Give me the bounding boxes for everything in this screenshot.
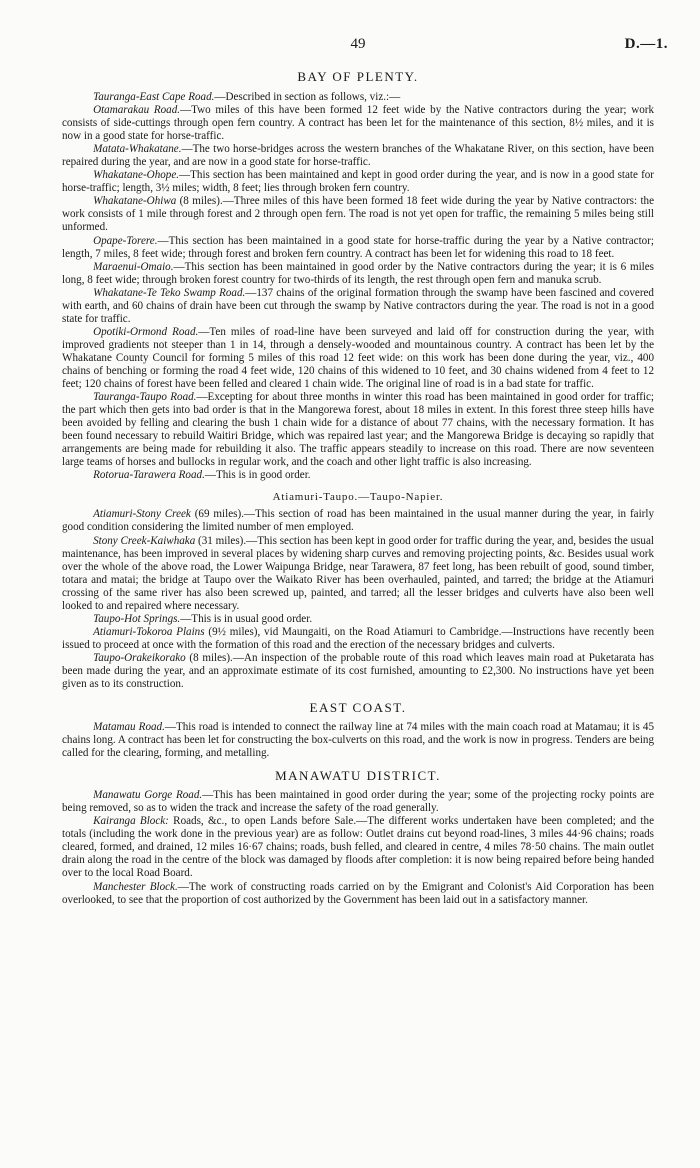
paragraph	[62, 626, 654, 652]
paragraph	[62, 326, 654, 391]
paragraph-text: —Described in section as follows, viz.:—	[214, 91, 401, 103]
road-name: Atiamuri-Tokoroa Plains	[93, 625, 205, 638]
road-name: Maraenui-Omaio.	[93, 260, 174, 273]
road-name: Tauranga-Taupo Road.	[93, 391, 197, 404]
document-page	[62, 36, 668, 907]
road-name: Taupo-Hot Springs.	[93, 612, 181, 625]
paragraph-text: (31 miles).—This section has been kept in good order for traffic during the year, and, besides the usual maintenance, has been improved in several places by widening sharp curves and removing projecting points, &c. Besides usual work over the whole of the above road, the Lower Waipunga Bridge, near Tarawera, 87 feet long, has been rebuilt of good, sound timber, totara and matai; the bridge at Taupo over the Waikato River has been overhauled, painted, and tarred; the bridge at the Atiamuri crossing of the same river has also been screwed up, painted, and tarred; all the lesser bridges and culverts have also been well looked to and repaired where necessary.	[62, 534, 654, 612]
paragraph	[62, 261, 654, 287]
paragraph	[62, 721, 654, 760]
paragraph	[62, 235, 654, 261]
paragraph	[62, 652, 654, 691]
paragraph-text: (9½ miles), vid Maungaiti, on the Road Atiamuri to Cambridge.—Instructions have recently been issued to proceed at once with the formation of this road and the erection of the necessary bridges and culverts.	[62, 625, 655, 651]
paragraph-text: —Ten miles of road-line have been surveyed and laid off for construction during the year, with improved gradients not steeper than 1 in 14, through a densely-wooded and mountainous country. A contract has been let by the Whakatane County Council for forming 5 miles of this road 12 feet wide: on this work has been done during the year, viz., 400 chains of benching or forming the road 4 feet wide, 120 chains of this widened to 10 feet, and 30 chains widened from 4 feet to 12 feet; 120 chains of forest have been felled and cleared 1 chain wide. The original line of road is in a bad state for traffic.	[62, 325, 654, 391]
page-number: 49	[350, 36, 366, 52]
paragraph-text: (8 miles).—Three miles of this have been formed 18 feet wide during the year by Native contractors: the work consists of 1 mile through forest and 2 through open fern. The road is not yet open for traffic, the remaining 5 miles being still unformed.	[62, 195, 654, 234]
paragraph-text: —The two horse-bridges across the western branches of the Whakatane River, on this section, have been repaired during the year, and are now in a good state for horse-traffic.	[62, 143, 654, 169]
road-name: Stony Creek-Kaiwhaka	[93, 534, 196, 547]
paragraph-text: Roads, &c., to open Lands before Sale.—The different works undertaken have been completed; and the totals (including the work done in the previous year) are as follow: Outlet drains cut beyond road-lines, 3 miles 44·96 chains; roads cleared, formed, and drained, 12 miles 16·67 chains; roads, bush felled, and cleared in centre, 4 miles 78·50 chains. The main outlet drain along the road in the centre of the block was damaged by floods after completion: it is now being repaired before being handed over to the local Road Board.	[62, 815, 654, 880]
paragraph	[62, 195, 654, 234]
paragraph-text: —Two miles of this have been formed 12 feet wide by the Native contractors during the year; work consists of side-cuttings through open fern country. A contract has been let for the maintenance of this section, 8½ miles, and it is now in a good state for horse-traffic.	[62, 104, 654, 143]
paragraph	[62, 469, 654, 482]
road-name: Whakatane-Ohope.	[93, 169, 180, 182]
paragraph	[62, 508, 654, 534]
section-bay-of-plenty	[62, 69, 654, 482]
section-heading: BAY OF PLENTY.	[297, 69, 419, 84]
paragraph-text: —Excepting for about three months in winter this road has been maintained in good order for traffic; the part which then gets into bad order is that in the Mangorewa forest, about 18 miles in extent. In this forest three steep hills have been avoided by felling and clearing the bush 1 chain wide for a distance of about 77 chains, with the necessary formation. It has been found necessary to rebuild Waitiri Bridge, which was repaired last year; and the Mangorewa Bridge is decaying so rapidly that arrangements are being made for rebuilding it also. The traffic appears steadily to increase on this road. There are now seventeen large teams of horses and bullocks in regular work, and the coach and other light traffic is also increasing.	[62, 391, 655, 469]
paragraph	[62, 287, 654, 326]
paragraph	[62, 789, 654, 815]
paragraph-text: —This section has been maintained and kept in good order during the year, and is now in a good state for horse-traffic; length, 3½ miles; width, 8 feet; lies through broken fern country.	[62, 169, 654, 195]
paragraph-text: —This is in good order.	[204, 469, 311, 482]
paragraph	[62, 91, 654, 104]
paragraph	[62, 815, 654, 880]
paragraph-text: —This road is intended to connect the railway line at 74 miles with the main coach road at Matamau; it is 45 chains long. A contract has been let for constructing the box-culverts on this road, and the work is now in progress. Tenders are being called for the clearing, forming, and metalling.	[62, 721, 654, 760]
paragraph-text: (8 miles).—An inspection of the probable route of this road which leaves main road at Puketarata has been made during the year, and an approximate estimate of its cost furnished, amounting to £2,300. No instructions have yet been given as to its construction.	[62, 651, 654, 691]
road-name: Kairanga Block:	[93, 815, 169, 828]
section-heading: EAST COAST.	[309, 700, 407, 716]
paragraph	[62, 143, 654, 169]
section-heading: Atiamuri-Taupo.—Taupo-Napier.	[272, 491, 444, 504]
road-name: Taupo-Orakeikorako	[93, 651, 186, 664]
road-name: Rotorua-Tarawera Road.	[93, 469, 205, 482]
road-name: Matata-Whakatane.	[93, 143, 182, 156]
paragraph	[62, 104, 654, 143]
document-reference: D.—1.	[624, 36, 668, 52]
paragraph-text: —This section has been maintained in good order by the Native contractors during the year; it is 6 miles long, 8 feet wide; through broken forest country for two-thirds of its length, the rest through open fern and manuka scrub.	[62, 260, 654, 286]
section-manawatu-district	[62, 768, 654, 906]
road-name: Opotiki-Ormond Road.	[93, 325, 199, 338]
section-east-coast	[62, 700, 654, 760]
paragraph-text: (69 miles).—This section of road has been maintained in the usual manner during the year, in fairly good condition considering the limited number of men employed.	[62, 508, 654, 534]
paragraph-text: —This has been maintained in good order during the year; some of the projecting rocky points are being removed, so as to widen the track and increase the safety of the road generally.	[62, 789, 655, 815]
road-name: Manchester Block.	[93, 880, 178, 893]
paragraph-text: —The work of constructing roads carried on by the Emigrant and Colonist's Aid Corporation has been overlooked, to see that the proportion of cost authorized by the Government has been laid out in a satisfactory manner.	[62, 880, 654, 906]
road-name: Whakatane-Ohiwa	[93, 195, 177, 208]
paragraph-text: —This section has been maintained in a good state for horse-traffic during the year by a Native contractor; length, 7 miles, 8 feet wide; through forest and broken fern country. A contract has been let for widening this road to 18 feet.	[62, 234, 654, 260]
paragraph	[62, 169, 654, 195]
road-name: Manawatu Gorge Road.	[93, 789, 203, 802]
paragraph-text: —137 chains of the original formation through the swamp have been fascined and covered with earth, and 60 chains of drain have been cut through the swamp by Native contractors during the year. The road is not in a good state for traffic.	[62, 286, 654, 325]
section-atiamuri-taupo	[62, 491, 654, 691]
road-name: Matamau Road.	[93, 721, 165, 734]
paragraph	[62, 535, 654, 613]
road-name: Opape-Torere.	[93, 234, 158, 247]
road-name: Atiamuri-Stony Creek	[93, 508, 191, 521]
paragraph-text: —This is in usual good order.	[180, 612, 313, 625]
road-name: Otamarakau Road.	[93, 104, 181, 117]
paragraph	[62, 613, 654, 626]
paragraph	[62, 881, 654, 907]
road-name: Tauranga-East Cape Road.	[93, 91, 215, 103]
road-name: Whakatane-Te Teko Swamp Road.	[93, 286, 246, 299]
section-heading: MANAWATU DISTRICT.	[275, 768, 441, 784]
paragraph	[62, 391, 654, 469]
